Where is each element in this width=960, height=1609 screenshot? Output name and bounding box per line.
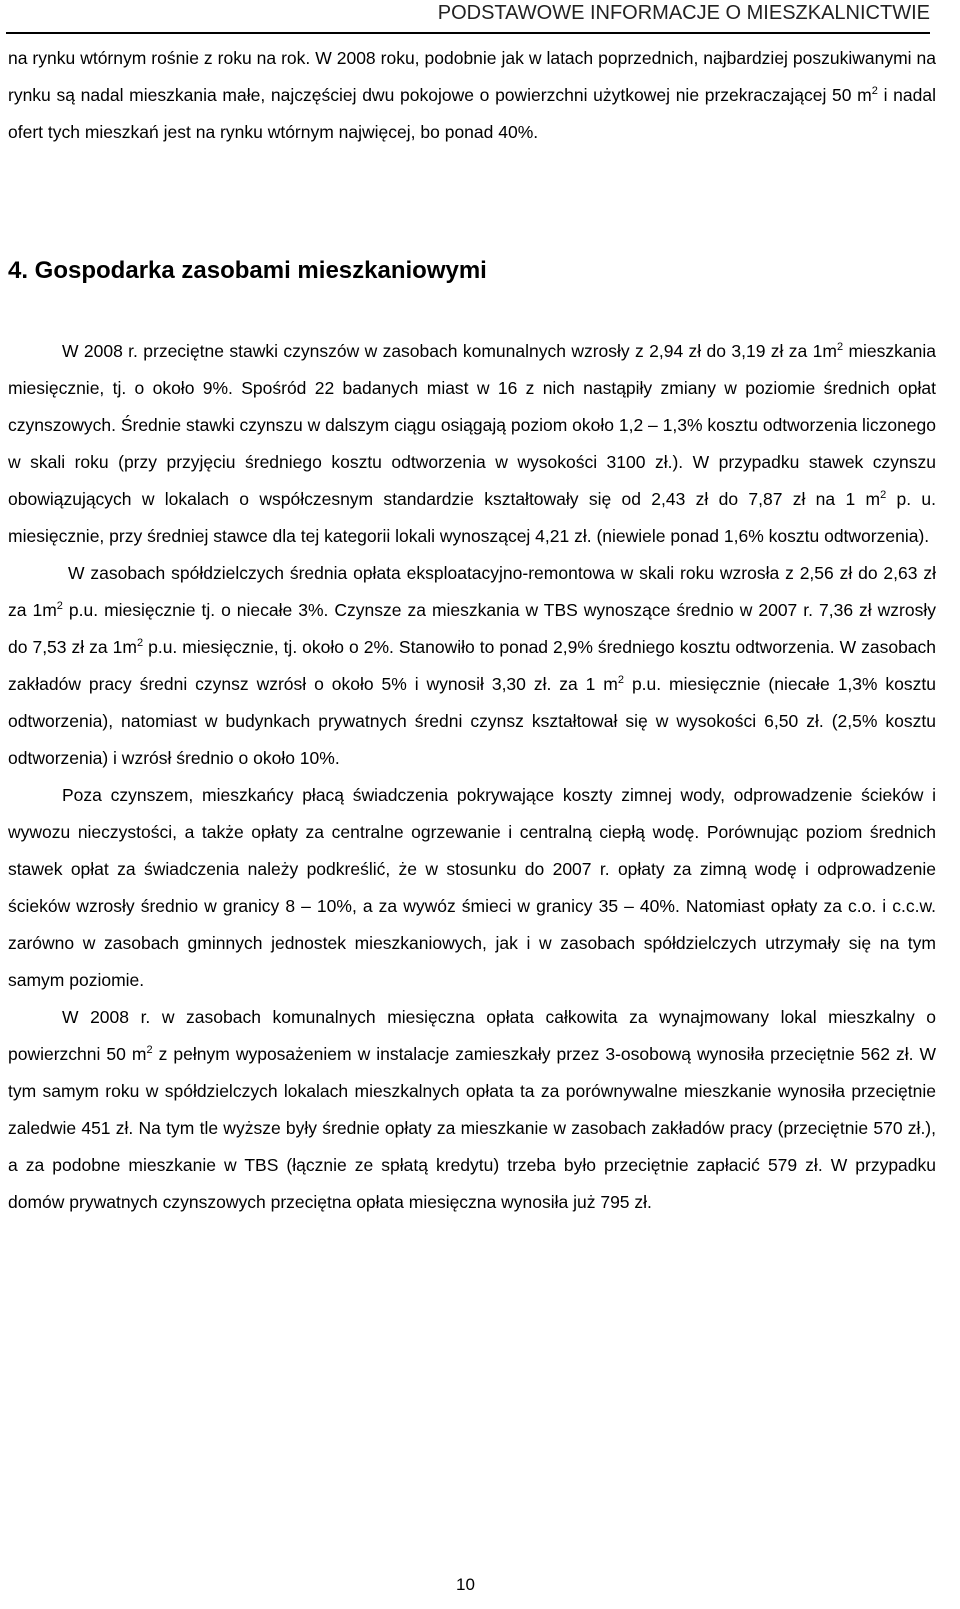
superscript-2: 2 xyxy=(136,637,144,650)
paragraph-text: p.u. miesięcznie, tj. około o 2%. Stanowiło to ponad 2,9% średniego kosztu odtworzenia. W zasobach zakładów pracy średni czynsz wzrósł o około 5% i wynosił 3,30 zł. za 1 m xyxy=(8,637,937,694)
paragraph-text: p.u. miesięcznie tj. o niecałe 3%. Czynsze za mieszkania w TBS wynoszące średnio w 2007 r. 7,36 zł wzrosły do 7,53 zł za 1m xyxy=(8,600,936,657)
paragraph-text: p. u. miesięcznie, przy średniej stawce dla tej kategorii lokali wynoszącej 4,21 zł. (niewiele ponad 1,6% kosztu odtworzenia). xyxy=(8,489,936,546)
superscript-2: 2 xyxy=(871,85,878,98)
header-rule xyxy=(6,32,930,34)
paragraph-text: W zasobach spółdzielczych średnia opłata eksploatacyjno-remontowa w skali roku wzrosła z 2,56 zł do 2,63 zł za 1m xyxy=(8,563,936,620)
section-heading: 4. Gospodarka zasobami mieszkaniowymi xyxy=(8,257,487,284)
paragraph-utilities: Poza czynszem, mieszkańcy płacą świadczenia pokrywające koszty zimnej wody, odprowadzenie ścieków i wywozu nieczystości, a także opłaty za centralne ogrzewanie i centralną ciepłą wodę. Porównując poziom średnich stawek opłat za świadczenia należy podkreślić, że w stosunku do 2007 r. opłaty za zimną wodę i odprowadzenie ścieków wzrosły średnio w granicy 8 – 10%, a za wywóz śmieci w granicy 35 – 40%. Natomiast opłaty za c.o. i c.c.w. zarówno w zasobach gminnych jednostek mieszkaniowych, jak i w zasobach spółdzielczych utrzymały się na tym samym poziomie. xyxy=(8,785,936,990)
running-header: PODSTAWOWE INFORMACJE O MIESZKALNICTWIE xyxy=(437,2,930,24)
intro-text-block xyxy=(8,40,936,151)
superscript-2: 2 xyxy=(56,600,63,613)
page-number: 10 xyxy=(456,1575,475,1594)
paragraph-rent-communal xyxy=(8,333,936,555)
intro-text-b: i nadal ofert tych mieszkań jest na rynku wtórnym najwięcej, bo ponad 40%. xyxy=(8,85,936,142)
paragraph-text: p.u. miesięcznie (niecałe 1,3% kosztu odtworzenia), natomiast w budynkach prywatnych średni czynsz kształtował się w wysokości 6,50 zł. (2,5% kosztu odtworzenia) i wzrósł średnio o około 10%. xyxy=(8,674,936,768)
paragraph-text: z pełnym wyposażeniem w instalacje zamieszkały przez 3-osobową wynosiła przeciętnie 562 zł. W tym samym roku w spółdzielczych lokalach mieszkalnych opłata ta za porównywalne mieszkanie wynosiła przeciętnie zaledwie 451 zł. Na tym tle wyższe były średnie opłaty za mieszkanie w zasobach zakładów pracy (przeciętnie 570 zł.), a za podobne mieszkanie w TBS (łącznie ze spłatą kredytu) trzeba było przeciętnie zapłacić 579 zł. W przypadku domów prywatnych czynszowych przeciętna opłata miesięczna wynosiła już 795 zł. xyxy=(8,1044,936,1212)
paragraph-text: W 2008 r. w zasobach komunalnych miesięczna opłata całkowita za wynajmowany lokal mieszkalny o powierzchni 50 m xyxy=(8,1007,936,1064)
paragraph-text: mieszkania miesięcznie, tj. o około 9%. Spośród 22 badanych miast w 16 z nich nastąpiły zmiany w poziomie średnich opłat czynszowych. Średnie stawki czynszu w dalszym ciągu osiągają poziom około 1,2 – 1,3% kosztu odtworzenia liczonego w skali roku (przy przyjęciu średniego kosztu odtworzenia w wysokości 3100 zł.). W przypadku stawek czynszu obowiązujących w lokalach o współczesnym standardzie kształtowały się od 2,43 zł do 7,87 zł na 1 m xyxy=(8,341,936,509)
section-body xyxy=(8,333,936,1221)
superscript-2: 2 xyxy=(836,341,844,354)
superscript-2: 2 xyxy=(880,489,887,502)
paragraph-cooperative xyxy=(8,555,936,777)
paragraph-total-cost xyxy=(8,999,936,1221)
intro-paragraph xyxy=(8,40,936,151)
superscript-2: 2 xyxy=(146,1044,153,1057)
intro-text-a: na rynku wtórnym rośnie z roku na rok. W 2008 roku, podobnie jak w latach poprzednich, najbardziej poszukiwanymi na rynku są nadal mieszkania małe, najczęściej dwu pokojowe o powierzchni użytkowej nie przekraczającej 50 m xyxy=(8,48,936,105)
superscript-2: 2 xyxy=(617,674,625,687)
paragraph-text: W 2008 r. przeciętne stawki czynszów w zasobach komunalnych wzrosły z 2,94 zł do 3,19 zł za 1m xyxy=(62,341,837,361)
